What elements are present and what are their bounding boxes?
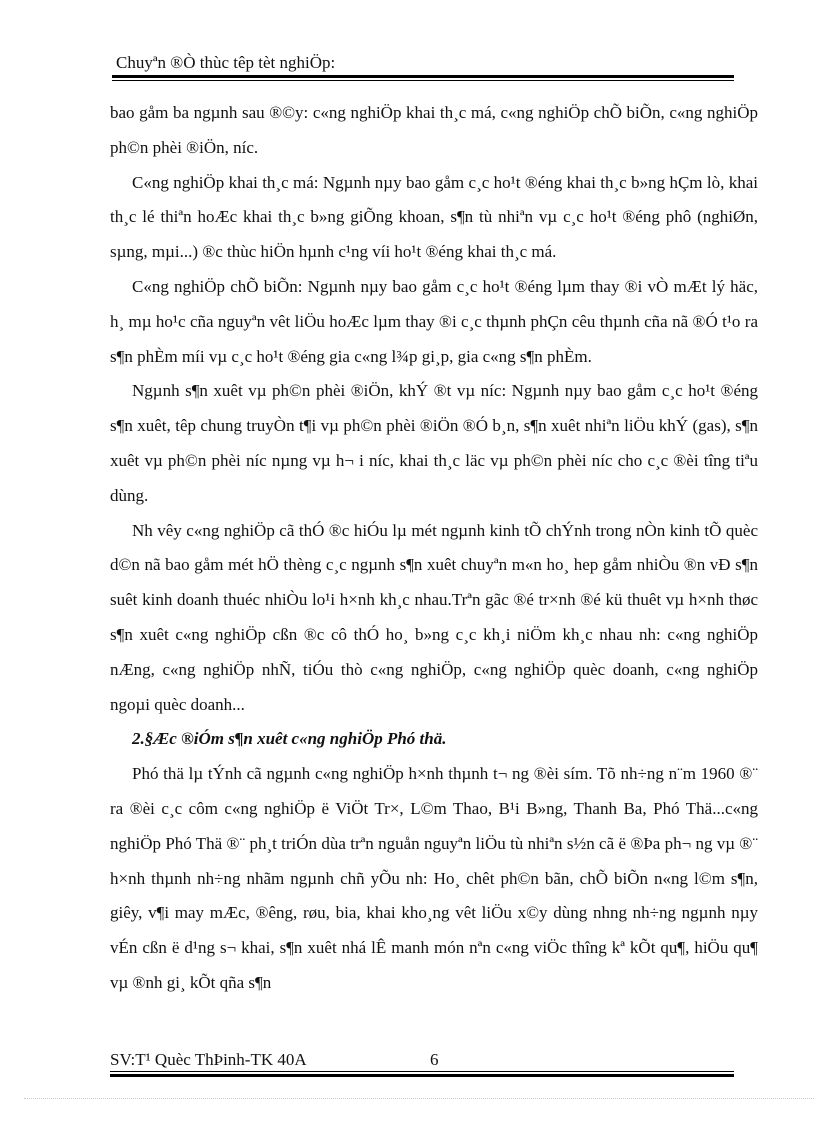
page-edge-dotted-line xyxy=(24,1098,814,1099)
paragraph-summary: Nh vêy c«ng nghiÖp cã thÓ ®c hiÓu lµ mét ngµnh kinh tÕ chÝnh trong nÒn kinh tÕ quèc d©n nã bao gåm mét hÖ thèng c¸c ngµnh s¶n xuêt chuyªn m«n ho¸ hep gåm nhiÒu ®n vÐ s¶n suêt kinh doanh thuéc nhiÒu lo¹i h×nh kh¸c nhau.Trªn gãc ®é tr×nh ®é kü thuêt vµ h×nh thøc s¶n xuêt c«ng nghiÖp cßn ®c cô thÓ ho¸ b»ng c¸c kh¸i niÖm kh¸c nhau nh: c«ng nghiÖp nÆng, c«ng nghiÖp nhÑ, tiÓu thò c«ng nghiÖp, c«ng nghiÖp quèc doanh, c«ng nghiÖp ngoµi quèc doanh... xyxy=(110,520,758,714)
footer-rule-thin xyxy=(110,1071,734,1072)
footer-author: SV:T¹ Quèc ThÞinh-TK 40A xyxy=(110,1050,307,1069)
page-number: 6 xyxy=(430,1050,439,1069)
section-heading: 2.§Æc ®iÓm s¶n xuêt c«ng nghiÖp Phó thä. xyxy=(132,729,447,749)
page-header xyxy=(112,52,734,81)
header-rule-thin xyxy=(112,80,734,81)
paragraph-intro: bao gåm ba ngµnh sau ®©y: c«ng nghiÖp khai th¸c má, c«ng nghiÖp chÕ biÕn, c«ng nghiÖp ph©n phèi ®iÖn, níc. xyxy=(110,103,758,157)
paragraph-phu-tho: Phó thä lµ tÝnh cã ngµnh c«ng nghiÖp h×nh thµnh t¬ ng ®èi sím. Tõ nh÷ng n¨m 1960 ®¨ ra ®èi c¸c côm c«ng nghiÖp ë ViÖt Tr×, L©m Thao, B¹i B»ng, Thanh Ba, Phó Thä...c«ng nghiÖp Phó Thä ®¨ ph¸t triÓn dùa trªn nguån nguyªn liÖu tù nhiªn s½n cã ë ®Þa ph¬ ng vµ ®¨ h×nh thµnh nh÷ng nhãm ngµnh chñ yÕu nh: Ho¸ chêt ph©n bãn, chÕ biÕn n«ng l©m s¶n, giêy, v¶i may mÆc, ®êng, røu, bia, khai kho¸ng vêt liÖu x©y dùng nhng nh÷ng ngµnh nµy vÉn cßn ë d¹ng s¬ khai, s¶n xuêt nhá lÊ manh món nªn c«ng viÖc thîng kª kÕt qu¶, hiÖu qu¶ vµ ®nh gi¸ kÕt qña s¶n xyxy=(110,764,758,992)
paragraph-utilities: Ngµnh s¶n xuêt vµ ph©n phèi ®iÖn, khÝ ®t vµ níc: Ngµnh nµy bao gåm c¸c ho¹t ®éng s¶n xuêt, têp chung truyÒn t¶i vµ ph©n phèi ®iÖn ®Ó b¸n, s¶n xuêt nhiªn liÖu khÝ (gas), s¶n xuêt vµ ph©n phèi níc nµng vµ h¬ i níc, khai th¸c läc vµ ph©n phèi níc cho c¸c ®èi tîng tiªu dùng. xyxy=(110,381,758,505)
paragraph-processing: C«ng nghiÖp chÕ biÕn: Ngµnh nµy bao gåm c¸c ho¹t ®éng lµm thay ®i vÒ mÆt lý häc, h¸ mµ ho¹c cña nguyªn vêt liÖu hoÆc lµm thay ®i c¸c thµnh phÇn cêu thµnh cña nã ®Ó t¹o ra s¶n phÈm míi vµ c¸c ho¹t ®éng gia c«ng l¾p gi¸p, gia c«ng s¶n phÈm. xyxy=(110,276,758,366)
header-title: Chuyªn ®Ò thùc têp tèt nghiÖp: xyxy=(116,53,336,72)
header-rule-thick xyxy=(112,75,734,78)
page-body xyxy=(110,96,758,1001)
footer-rule-thick xyxy=(110,1074,734,1077)
paragraph-mining: C«ng nghiÖp khai th¸c má: Ngµnh nµy bao gåm c¸c ho¹t ®éng khai th¸c b»ng hÇm lò, khai th¸c lé thiªn hoÆc khai th¸c b»ng giÕng khoan, s¶n tù nhiªn vµ c¸c ho¹t ®éng phô (nghiØn, sµng, mµi...) ®c thùc hiÖn hµnh c¹ng víi ho¹t ®éng khai th¸c má. xyxy=(110,172,758,262)
page-footer xyxy=(110,1049,734,1077)
